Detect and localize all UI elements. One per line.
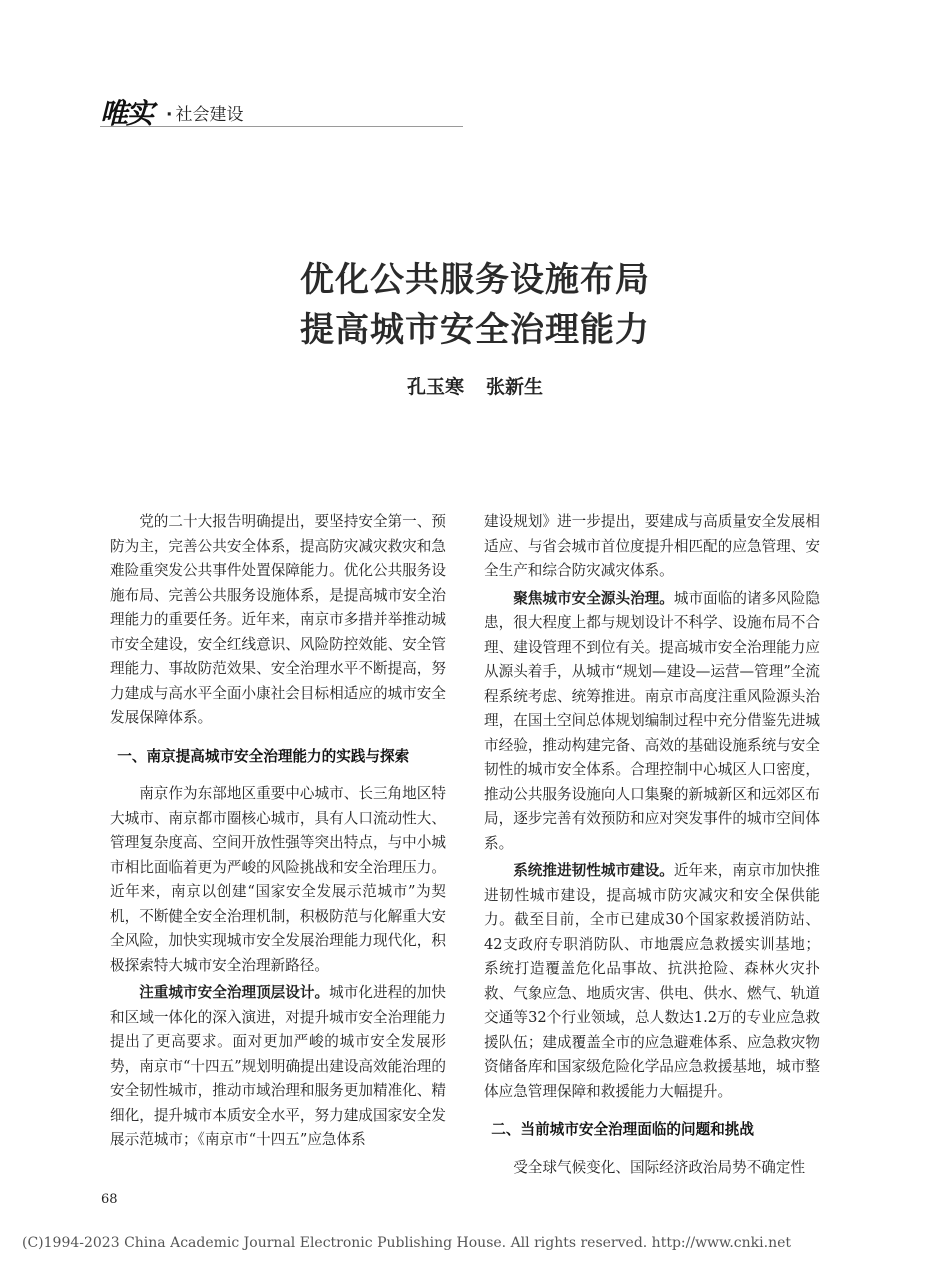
article-title-line2: 提高城市安全治理能力 (300, 310, 650, 350)
article-title-line1: 优化公共服务设施布局 (300, 260, 650, 300)
journal-header (100, 92, 463, 130)
section-name: 社会建设 (175, 105, 244, 125)
body-paragraph: 受全球气候变化、国际经济政治局势不确定性 (513, 1158, 806, 1176)
body-paragraph (484, 859, 820, 1104)
right-column (484, 510, 820, 1183)
paragraph-lead: 注重城市安全治理顶层设计。 (139, 984, 330, 1001)
section-heading-2: 二、当前城市安全治理面临的问题和挑战 (491, 1121, 754, 1138)
paragraph-text: 城市化进程的加快和区域一体化的深入演进，对提升城市安全治理能力提出了更高要求。面对更加严峻的城市安全发展形势，南京市“十四五”规划明确提出建设高效能治理的安全韧性城市，推动市域治理和服务更加精准化、精细化，提升城市本质安全水平，努力建成国家安全发展示范城市；《南京市“十四五”应急体系 (110, 984, 446, 1148)
copyright-notice: (C)1994-2023 China Academic Journal Electronic Publishing House. All rights reserved. http://www.cnki.net (22, 1235, 792, 1251)
section-heading-1: 一、南京提高城市安全治理能力的实践与探索 (117, 747, 410, 765)
paragraph-text: 城市面临的诸多风险隐患，很大程度上都与规划设计不科学、设施布局不合理、建设管理不到位有关。提高城市安全治理能力应从源头着手，从城市“规划—建设—运营—管理”全流程系统考虑、统筹推进。南京市高度注重风险源头治理，在国土空间总体规划编制过程中充分借鉴先进城市经验，推动构建完备、高效的基础设施系统与安全韧性的城市安全体系。合理控制中心城区人口密度，推动公共服务设施向人口集聚的新城新区和远郊区布局，逐步完善有效预防和应对突发事件的城市空间体系。 (484, 589, 820, 852)
body-paragraph: 南京作为东部地区重要中心城市、长三角地区特大城市、南京都市圈核心城市，具有人口流动性大、管理复杂度高、空间开放性强等突出特点，与中小城市相比面临着更为严峻的风险挑战和安全治理压力。近年来，南京以创建“国家安全发展示范城市”为契机，不断健全安全治理机制，积极防范与化解重大安全风险，加快实现城市安全发展治理能力现代化，积极探索特大城市安全治理新路径。 (110, 785, 446, 974)
paragraph-lead: 系统推进韧性城市建设。 (513, 862, 674, 879)
body-paragraph (110, 981, 446, 1153)
body-paragraph (484, 587, 820, 857)
author-name: 张新生 (486, 376, 544, 398)
intro-paragraph: 党的二十大报告明确提出，要坚持安全第一、预防为主，完善公共安全体系，提高防灾减灾救灾和急难险重突发公共事件处置保障能力。优化公共服务设施布局、完善公共服务设施体系，是提高城市安全治理能力的重要任务。近年来，南京市多措并举推动城市安全建设，安全红线意识、风险防控效能、安全管理能力、事故防范效果、安全治理水平不断提高，努力建成与高水平全面小康社会目标相适应的城市安全发展保障体系。 (110, 513, 446, 726)
separator-dot: · (166, 105, 173, 125)
section-label (166, 100, 243, 125)
paragraph-text: 近年来，南京市加快推进韧性城市建设，提高城市防灾减灾和安全保供能力。截至目前，全市已建成30个国家救援消防站、42支政府专职消防队、市地震应急救援实训基地；系统打造覆盖危化品事故、抗洪抢险、森林火灾扑救、气象应急、地质灾害、供电、供水、燃气、轨道交通等32个行业领域，总人数达1.2万的专业应急救援队伍；建成覆盖全市的应急避难体系、应急救灾物资储备库和国家级危险化学品应急救援基地，城市整体应急管理保障和救援能力大幅提升。 (484, 862, 820, 1100)
author-name: 孔玉寒 (406, 376, 464, 398)
paragraph-lead: 聚焦城市安全源头治理。 (513, 589, 674, 607)
journal-logo: 唯实 (100, 97, 153, 130)
page-number: 68 (101, 1192, 118, 1207)
author-list (0, 372, 950, 399)
continued-paragraph: 建设规划》进一步提出，要建成与高质量安全发展相适应、与省会城市首位度提升相匹配的应急管理、安全生产和综合防灾减灾体系。 (484, 513, 820, 579)
left-column (110, 510, 446, 1156)
